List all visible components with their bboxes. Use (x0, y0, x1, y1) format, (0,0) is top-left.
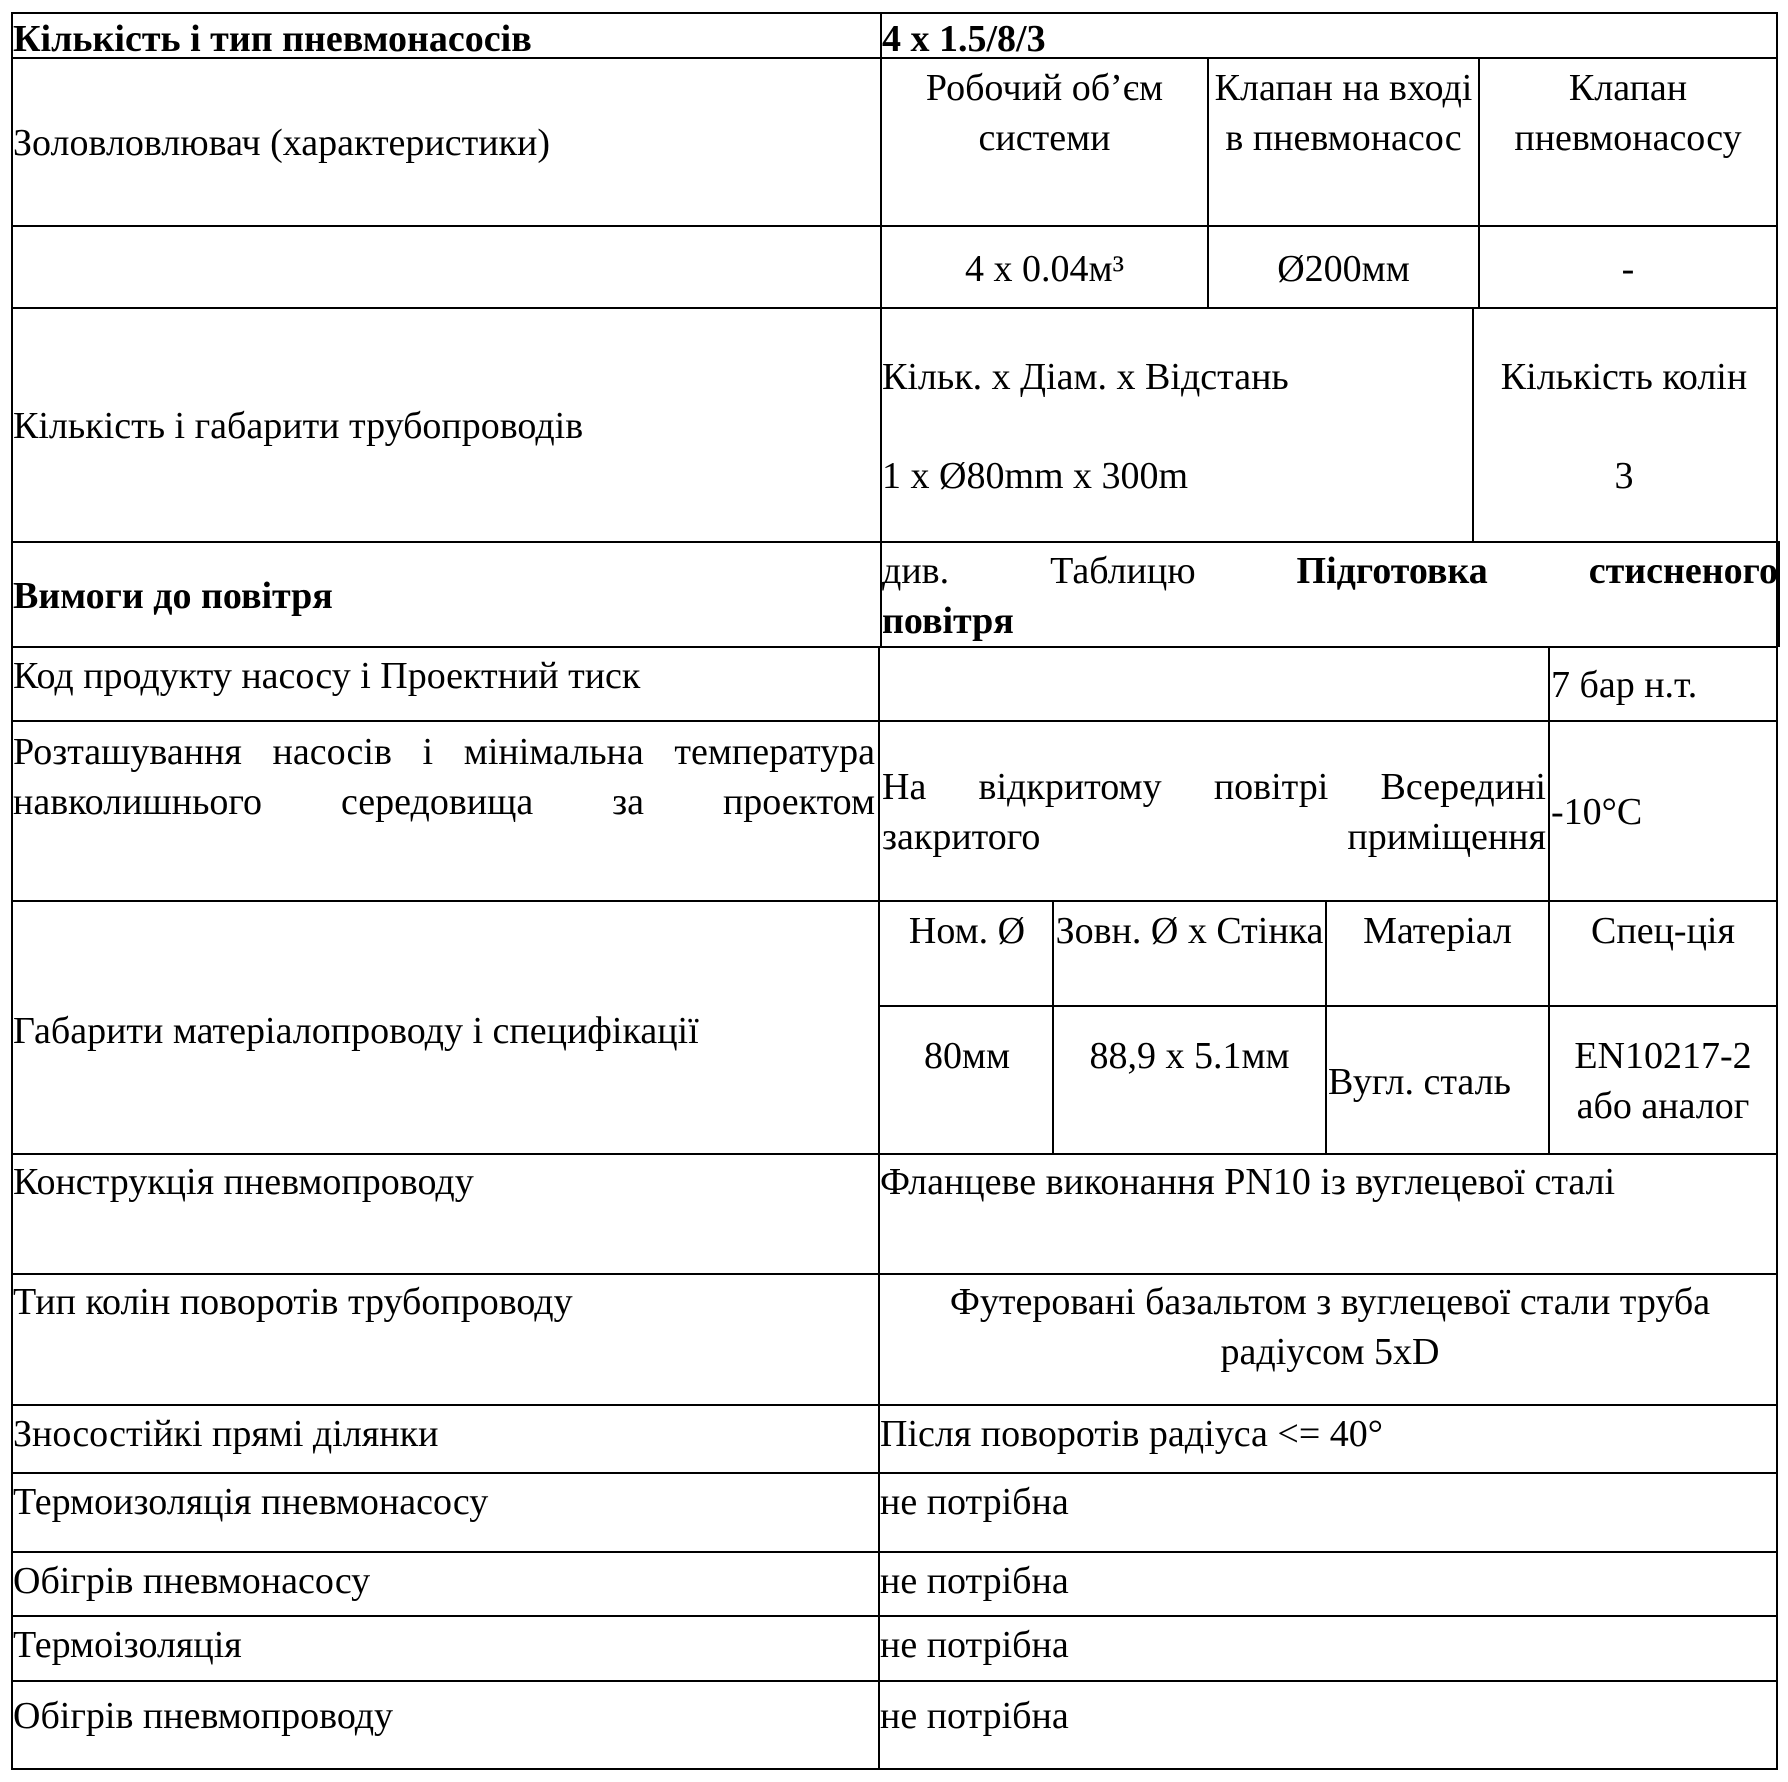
air-value-bold-3: повітря (882, 600, 1014, 642)
air-value-bold-2: стисненого (1588, 550, 1778, 592)
pumps-label: Кількість і тип пневмонасосів (13, 18, 532, 60)
material-header-material: Матеріал (1363, 910, 1512, 952)
pipeline-heating-value: не потрібна (880, 1695, 1069, 1737)
ash-value-volume: 4 x 0.04м³ (965, 248, 1124, 290)
material-pipe-label: Габарити матеріалопроводу і специфікації (13, 1010, 699, 1052)
air-value-bold-1: Підготовка (1296, 550, 1488, 592)
pipelines-header: Кільк. x Діам. x Відстань (882, 356, 1289, 398)
material-header-outer: Зовн. Ø x Стінка (1055, 910, 1324, 952)
location-label: Розташування насосів і мінімальна температура навколишнього середовища за проектом (13, 731, 875, 823)
bends-label: Кількість колін (1500, 356, 1748, 398)
pumps-value: 4 x 1.5/8/3 (882, 18, 1046, 60)
product-code-label: Код продукту насосу і Проектний тиск (13, 655, 641, 697)
construction-value: Фланцеве виконання PN10 із вуглецевої сталі (880, 1161, 1616, 1203)
air-value-line-1 (882, 546, 1778, 596)
location-value: На відкритому повітрі Всередині закритого приміщення (882, 766, 1546, 858)
bend-type-value: Футеровані базальтом з вуглецевої стали труба радіусом 5xD (949, 1281, 1711, 1373)
pipeline-heating-label: Обігрів пневмопроводу (13, 1695, 394, 1737)
construction-label: Конструкція пневмопроводу (13, 1161, 474, 1203)
material-header-nominal: Ном. Ø (908, 910, 1026, 952)
pump-insulation-label: Термоизоляція пневмонасосу (13, 1481, 489, 1523)
pump-heating-value: не потрібна (880, 1560, 1069, 1602)
material-value-nominal: 80мм (923, 1035, 1011, 1077)
location-temperature: -10°C (1551, 791, 1643, 833)
wear-sections-label: Зносостійкі прямі ділянки (13, 1413, 439, 1455)
material-header-spec: Спец-ція (1591, 910, 1735, 952)
bend-type-label: Тип колін поворотів трубопроводу (13, 1281, 573, 1323)
air-value-mid: Таблицю (1050, 550, 1196, 592)
ash-value-pump-valve: - (1621, 248, 1635, 290)
pipelines-label: Кількість і габарити трубопроводів (13, 405, 584, 447)
ash-value-inlet-valve: Ø200мм (1277, 248, 1410, 290)
air-label: Вимоги до повітря (13, 575, 333, 617)
ash-collector-label: Золовловлювач (характеристики) (13, 122, 551, 164)
pump-insulation-value: не потрібна (880, 1481, 1069, 1523)
insulation-value: не потрібна (880, 1624, 1069, 1666)
air-value-prefix: див. (882, 550, 950, 592)
material-value-outer: 88,9 x 5.1мм (1089, 1035, 1290, 1077)
pipelines-value: 1 x Ø80mm x 300m (882, 455, 1189, 497)
wear-sections-value: Після поворотів радіуса <= 40° (880, 1413, 1383, 1455)
ash-header-inlet-valve: Клапан на вході в пневмонасос (1214, 67, 1473, 159)
product-pressure: 7 бар н.т. (1551, 664, 1698, 706)
ash-header-pump-valve: Клапан пневмонасосу (1514, 67, 1742, 159)
insulation-label: Термоізоляція (13, 1624, 242, 1666)
material-value-material: Вугл. сталь (1328, 1061, 1511, 1103)
pump-heating-label: Обігрів пневмонасосу (13, 1560, 371, 1602)
ash-header-volume: Робочий об’єм системи (925, 67, 1164, 159)
material-value-spec: EN10217-2 або аналог (1574, 1035, 1752, 1127)
bends-value: 3 (1614, 455, 1634, 497)
